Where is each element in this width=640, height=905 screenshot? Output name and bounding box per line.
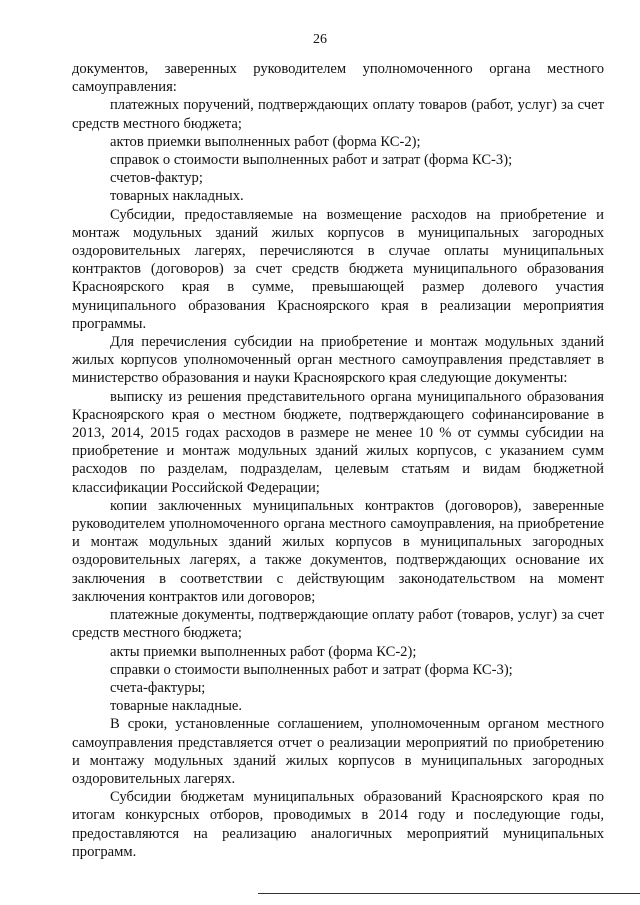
list-item-cost-certificates: справок о стоимости выполненных работ и затрат (форма КС-3); (110, 152, 513, 169)
paragraph-subsidy-reimbursement: Субсидии, предоставляемые на возмещение расходов на приобретение и монтаж модульных зданий жилых корпусов в муниципальных загородных оздоровительных лагерях, перечисляются в случае оплаты муниципальных контрактов (договоров) за счет средств бюджета муниципального образования Красноярского края в сумме, превышающей размер долевого участия муниципального образования Красноярского края в реализации мероприятия программы. (72, 206, 604, 332)
list-item-payment-documents: платежные документы, подтверждающие оплату работ (товаров, услуг) за счет средств местного бюджета; (72, 607, 604, 642)
list-item-cost-certificates-2: справки о стоимости выполненных работ и затрат (форма КС-3); (110, 661, 513, 678)
paragraph-subsidy-transfer-documents: Для перечисления субсидии на приобретение и монтаж модульных зданий жилых корпусов уполномоченный орган местного самоуправления представляет в министерство образования и науки Красноярского края следующие документы: (72, 334, 604, 387)
paragraph-report-deadline: В сроки, установленные соглашением, уполномоченным органом местного самоуправления представляется отчет о реализации мероприятий по приобретению и монтажу модульных зданий жилых корпусов в муниципальных загородных оздоровительных лагерях. (72, 716, 604, 787)
page-number: 26 (313, 32, 327, 47)
paragraph-competitive-selection: Субсидии бюджетам муниципальных образований Красноярского края по итогам конкурсных отборов, проводимых в 2014 году и последующие годы, предоставляются на реализацию аналогичных мероприятий муниципальных программ. (72, 789, 604, 860)
bottom-divider (258, 893, 640, 894)
document-body (72, 60, 604, 861)
list-item-acceptance-acts: актов приемки выполненных работ (форма КС-2); (110, 133, 421, 150)
list-item-waybills-2: товарные накладные. (110, 698, 242, 715)
list-item-invoices-2: счета-фактуры; (110, 679, 206, 696)
paragraph-documents-intro: документов, заверенных руководителем уполномоченного органа местного самоуправления: (72, 61, 604, 96)
list-item-budget-decision-extract: выписку из решения представительного органа муниципального образования Красноярского края о местном бюджете, подтверждающего софинансирование в 2013, 2014, 2015 годах расходов в размере не менее 10 % от суммы субсидии на приобретение и монтаж модульных зданий жилых корпусов, с указанием сумм расходов по разделам, подразделам, целевым статьям и видам бюджетной классификации Российской Федерации; (72, 388, 604, 496)
list-item-contract-copies: копии заключенных муниципальных контрактов (договоров), заверенные руководителем уполномоченного органа местного самоуправления, на приобретение и монтаж модульных зданий жилых корпусов в муниципальных загородных оздоровительных лагерях, а также документов, подтверждающих основание их заключения в соответствии с действующим законодательством на момент заключения контрактов или договоров; (72, 497, 604, 605)
list-item-acceptance-acts-2: акты приемки выполненных работ (форма КС-2); (110, 643, 417, 660)
list-item-waybills: товарных накладных. (110, 188, 244, 205)
list-item-invoices: счетов-фактур; (110, 170, 203, 187)
list-item-payment-orders: платежных поручений, подтверждающих оплату товаров (работ, услуг) за счет средств местного бюджета; (72, 97, 604, 132)
